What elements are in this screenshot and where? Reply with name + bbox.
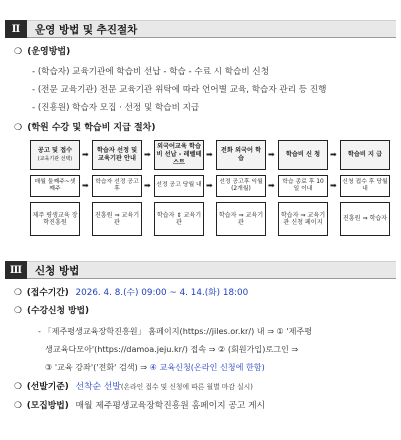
circle-bullet-icon: ❍ bbox=[14, 47, 23, 57]
section-title: 운영 방법 및 추진절차 bbox=[27, 20, 396, 38]
flow-step-1 bbox=[30, 140, 80, 236]
procedure-flow bbox=[30, 140, 392, 240]
flow-step-actor: 제주 평생교육 장학진흥원 bbox=[30, 202, 80, 236]
arrow-right-icon: ➡ bbox=[206, 150, 213, 159]
recruit-line: ❍ (모집방법) 매월 제주평생교육장학진흥원 홈페이지 공고 게시 bbox=[14, 401, 266, 411]
section-3-header bbox=[5, 261, 396, 279]
circle-bullet-icon: ❍ bbox=[14, 306, 22, 316]
arrow-right-icon: ➡ bbox=[82, 150, 89, 159]
flow-step-title: 학습비 신 청 bbox=[278, 140, 328, 170]
flow-step-duration: 학습 종료 후 10일 이내 bbox=[278, 175, 328, 197]
flow-step-actor: 학습자 ⇒ 교육기관 신청 페이지 bbox=[278, 202, 328, 236]
section-number: Ⅲ bbox=[5, 261, 27, 279]
circle-bullet-icon: ❍ bbox=[14, 288, 22, 298]
how-line-1: - 「제주평생교육장학진흥원」 홈페이지(https://jiles.or.kr/) 내 ⇒ ① '제주평 bbox=[38, 326, 313, 336]
circle-bullet-icon: ❍ bbox=[14, 401, 22, 411]
flow-step-actor: 학습자 ⇒ 교육기관 bbox=[216, 202, 266, 236]
arrow-right-icon: ➡ bbox=[144, 181, 151, 190]
flow-step-4 bbox=[216, 140, 266, 236]
flow-step-title: 전화 외국어 학습 bbox=[216, 140, 266, 170]
how-heading: ❍ (수강신청 방법) bbox=[14, 306, 90, 316]
arrow-right-icon: ➡ bbox=[330, 181, 337, 190]
op-item-3: - (진흥원) 학습자 모집 · 선정 및 학습비 지급 bbox=[32, 103, 200, 113]
flow-step-3 bbox=[154, 140, 204, 236]
section-number: Ⅱ bbox=[5, 20, 27, 38]
flow-heading: ❍ (학원 수강 및 학습비 지급 절차) bbox=[14, 123, 156, 133]
op-item-2: - (전문 교육기관) 전문 교육기관 위탁에 따라 언어별 교육, 학습자 관리 등 진행 bbox=[32, 85, 327, 95]
flow-step-duration: 선정 공고 당월 내 bbox=[154, 175, 204, 197]
arrow-right-icon: ➡ bbox=[206, 181, 213, 190]
arrow-right-icon: ➡ bbox=[268, 181, 275, 190]
flow-step-duration: 매월 둘째주~셋째주 bbox=[30, 175, 80, 197]
flow-step-actor: 진흥원 ⇒ 학습자 bbox=[340, 202, 390, 236]
flow-step-duration: 학습자 선정 공고 후 bbox=[92, 175, 142, 197]
select-line: ❍ (선발기준) 선착순 선발(온라인 접수 및 신청에 따른 월별 마감 실시) bbox=[14, 382, 253, 392]
section-2-header bbox=[5, 20, 396, 38]
op-item-1: - (학습자) 교육기관에 학습비 선납 - 학습 - 수료 시 학습비 신청 bbox=[32, 67, 269, 77]
flow-step-title: 외국어교육 학습비 선납 - 레벨테스트 bbox=[154, 140, 204, 170]
flow-step-duration: 선정 공고후 익월(2개월) bbox=[216, 175, 266, 197]
arrow-right-icon: ➡ bbox=[268, 150, 275, 159]
flow-step-actor: 진흥원 ⇒ 교육기관 bbox=[92, 202, 142, 236]
how-line-3: ③ '교육 강좌'('전화' 검색) ⇒ ④ 교육신청(온라인 신청에 한함) bbox=[45, 362, 265, 372]
flow-step-title: 학습비 지 급 bbox=[340, 140, 390, 170]
flow-step-title: 학습자 선정 및 교육기관 안내 bbox=[92, 140, 142, 170]
flow-step-duration: 신청 접수 후 당월 내 bbox=[340, 175, 390, 197]
period-line: ❍ (접수기간) 2026. 4. 8.(수) 09:00 ~ 4. 14.(화) 18:00 bbox=[14, 288, 249, 298]
flow-step-actor: 학습자 ⇕ 교육기관 bbox=[154, 202, 204, 236]
circle-bullet-icon: ❍ bbox=[14, 382, 22, 392]
flow-step-2 bbox=[92, 140, 142, 236]
arrow-right-icon: ➡ bbox=[330, 150, 337, 159]
flow-step-5 bbox=[278, 140, 328, 236]
how-line-2: 생교육다모아'(https://damoa.jeju.kr/) 접속 ⇒ ② (회원가입)로그인 ⇒ bbox=[45, 344, 299, 354]
circle-bullet-icon: ❍ bbox=[14, 123, 23, 133]
op-heading: ❍ (운영방법) bbox=[14, 47, 71, 57]
arrow-right-icon: ➡ bbox=[82, 181, 89, 190]
flow-step-6 bbox=[340, 140, 390, 236]
section-title: 신청 방법 bbox=[27, 261, 396, 279]
arrow-right-icon: ➡ bbox=[144, 150, 151, 159]
flow-step-title: 공고 및 접수 (교육기관 선택) bbox=[30, 140, 80, 170]
